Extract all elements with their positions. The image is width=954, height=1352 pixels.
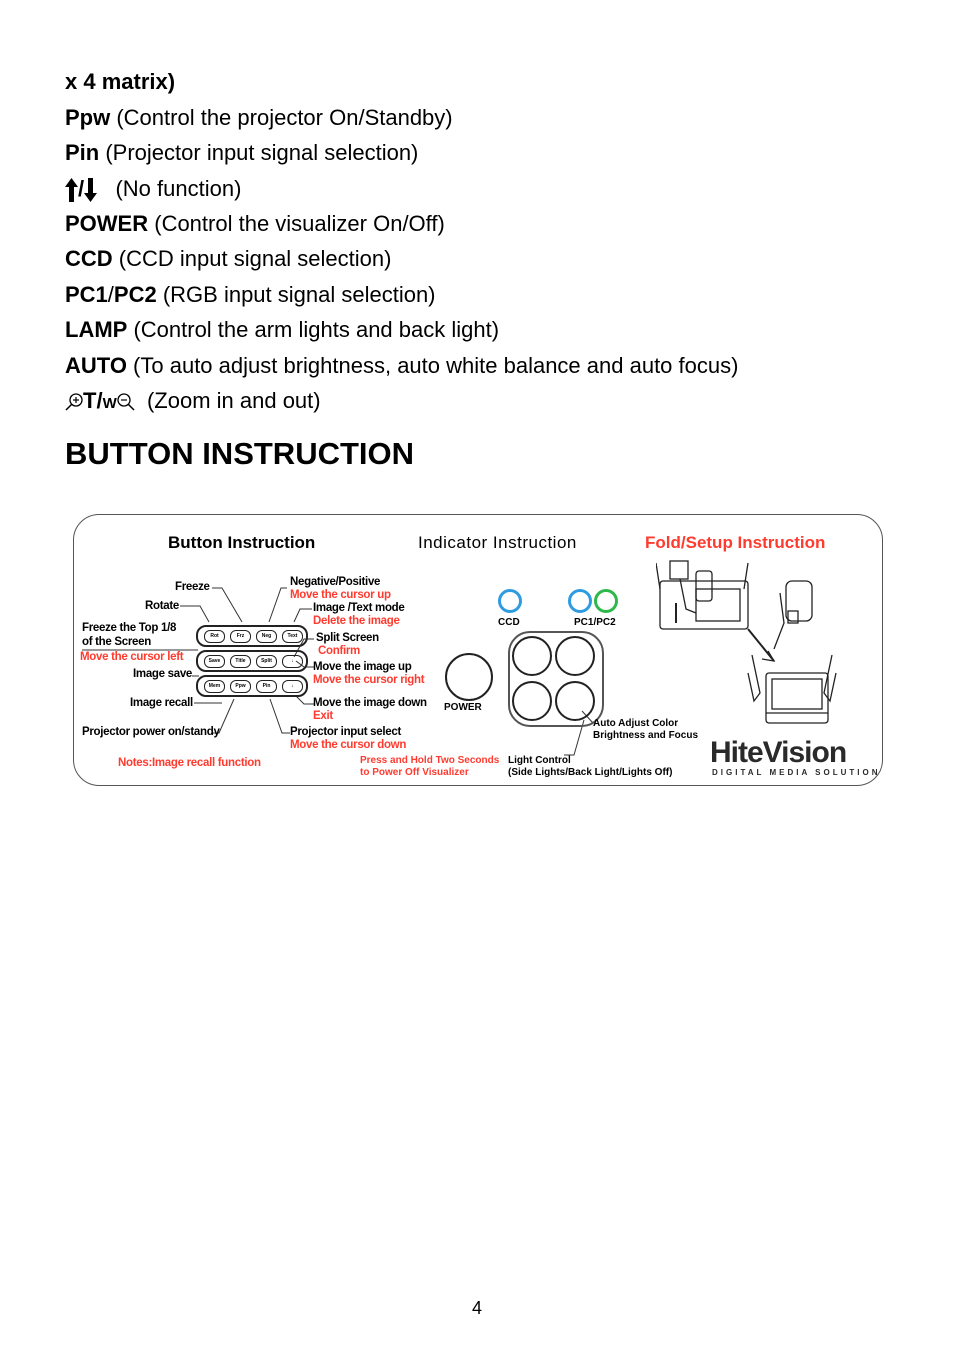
label-delete-image: Delete the image bbox=[313, 615, 400, 627]
button-instruction-title: Button Instruction bbox=[168, 533, 316, 552]
button-row-1 bbox=[196, 625, 308, 647]
label-freeze-top-1: Freeze the Top 1/8 bbox=[82, 622, 177, 634]
label-auto-2: Brightness and Focus bbox=[593, 730, 699, 741]
label-image-down: Move the image down bbox=[313, 697, 427, 709]
rot-button[interactable]: Rot bbox=[204, 630, 225, 643]
text-line-pin: Pin (Projector input signal selection) bbox=[65, 140, 419, 165]
text-line-arrows: / (No function) bbox=[65, 176, 241, 202]
label-image-recall: Image recall bbox=[130, 697, 193, 709]
label-projector-power: Projector power on/standy bbox=[82, 726, 220, 738]
label-light-control-1: Light Control bbox=[508, 755, 571, 766]
text-line-ppw: Ppw (Control the projector On/Standby) bbox=[65, 105, 453, 130]
arrow-up-icon bbox=[65, 178, 78, 202]
text-line-auto: AUTO (To auto adjust brightness, auto white balance and auto focus) bbox=[65, 353, 739, 378]
label-light-control-2: (Side Lights/Back Light/Lights Off) bbox=[508, 767, 673, 778]
title-button[interactable]: Title bbox=[230, 655, 251, 668]
label-ccd: CCD bbox=[498, 617, 520, 628]
neg-button[interactable]: Neg bbox=[256, 630, 277, 643]
power-button[interactable] bbox=[445, 653, 493, 701]
split-button[interactable]: Split bbox=[256, 655, 277, 668]
label-split-screen: Split Screen bbox=[316, 632, 379, 644]
label-projector-input: Projector input select bbox=[290, 726, 401, 738]
frz-button[interactable]: Frz bbox=[230, 630, 251, 643]
text-line-matrix: x 4 matrix) bbox=[65, 69, 176, 94]
button-row-2 bbox=[196, 650, 308, 672]
label-text-mode: Image /Text mode bbox=[313, 602, 405, 614]
auto-button[interactable] bbox=[555, 681, 595, 721]
pc1-indicator-light bbox=[568, 589, 592, 613]
indicator-instruction-title: Indicator Instruction bbox=[418, 533, 577, 552]
label-freeze: Freeze bbox=[175, 581, 210, 593]
label-exit: Exit bbox=[313, 710, 333, 722]
label-press-hold-1: Press and Hold Two Seconds bbox=[360, 755, 500, 766]
label-cursor-left: Move the cursor left bbox=[80, 651, 184, 663]
visualizer-fold-illustration bbox=[656, 553, 846, 733]
hitevision-tagline: DIGITAL MEDIA SOLUTION bbox=[712, 768, 881, 777]
label-auto-1: Auto Adjust Color bbox=[593, 718, 679, 729]
text-line-power: POWER (Control the visualizer On/Off) bbox=[65, 211, 445, 236]
ccd-button[interactable] bbox=[512, 636, 552, 676]
ccd-indicator-light bbox=[498, 589, 522, 613]
pc2-indicator-light bbox=[594, 589, 618, 613]
pc-button[interactable] bbox=[555, 636, 595, 676]
label-freeze-top-2: of the Screen bbox=[82, 636, 151, 648]
label-confirm: Confirm bbox=[318, 645, 360, 657]
page-number: 4 bbox=[471, 1298, 482, 1318]
pin-button[interactable]: Pin bbox=[256, 680, 277, 693]
label-cursor-up: Move the cursor up bbox=[290, 589, 391, 601]
label-cursor-right: Move the cursor right bbox=[313, 674, 425, 686]
zoom-out-icon bbox=[117, 393, 135, 411]
arrow-down-icon bbox=[84, 178, 97, 202]
ppw-button[interactable]: Ppw bbox=[230, 680, 251, 693]
section-heading: BUTTON INSTRUCTION bbox=[65, 436, 415, 471]
save-button[interactable]: Save bbox=[204, 655, 225, 668]
text-line-zoom: T/W (Zoom in and out) bbox=[65, 388, 321, 417]
zoom-in-icon bbox=[65, 393, 83, 411]
label-negative: Negative/Positive bbox=[290, 576, 381, 588]
label-notes: Notes:Image recall function bbox=[118, 757, 261, 769]
label-rotate: Rotate bbox=[145, 600, 179, 612]
lamp-button[interactable] bbox=[512, 681, 552, 721]
zoom-in-button[interactable]: ↓ bbox=[282, 655, 303, 668]
text-button[interactable]: Text bbox=[282, 630, 303, 643]
label-power: POWER bbox=[444, 702, 482, 713]
button-row-3 bbox=[196, 675, 308, 697]
label-image-up: Move the image up bbox=[313, 661, 412, 673]
label-pc: PC1/PC2 bbox=[574, 617, 616, 628]
label-cursor-down: Move the cursor down bbox=[290, 739, 407, 751]
label-image-save: Image save bbox=[133, 668, 193, 680]
instruction-panel bbox=[73, 514, 883, 786]
zoom-out-button[interactable]: ↓ bbox=[282, 680, 303, 693]
text-line-pc: PC1/PC2 (RGB input signal selection) bbox=[65, 282, 436, 307]
text-line-lamp: LAMP (Control the arm lights and back light) bbox=[65, 317, 500, 342]
label-press-hold-2: to Power Off Visualizer bbox=[360, 767, 469, 778]
hitevision-logo: HiteVision bbox=[710, 736, 847, 769]
text-line-ccd: CCD (CCD input signal selection) bbox=[65, 246, 392, 271]
mem-button[interactable]: Mem bbox=[204, 680, 225, 693]
fold-instruction-title: Fold/Setup Instruction bbox=[645, 533, 826, 552]
